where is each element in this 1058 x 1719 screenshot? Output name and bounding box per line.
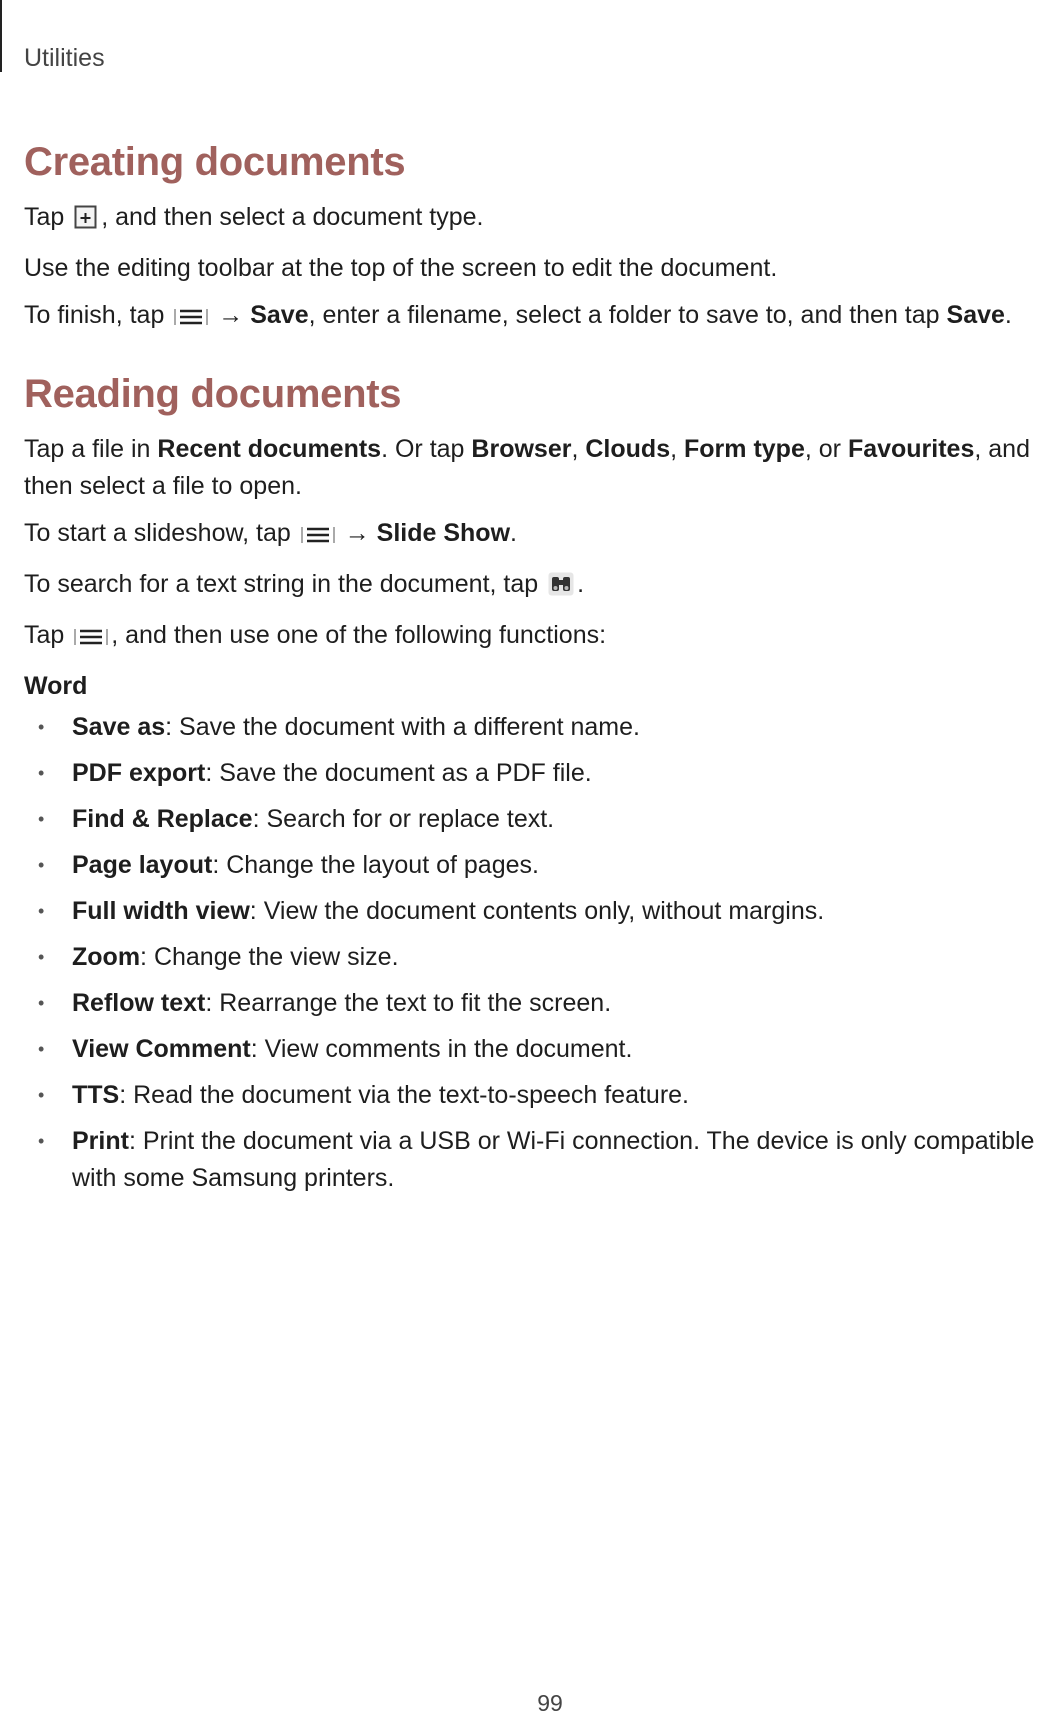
bullet: • — [38, 809, 45, 829]
subheading-word: Word — [24, 672, 88, 700]
bullet: • — [38, 901, 45, 921]
new-document-icon — [74, 203, 98, 240]
paragraph-functions: Tap , and then use one of the following functions: — [24, 617, 1036, 658]
list-item: • Reflow text: Rearrange the text to fit the screen. — [24, 985, 1036, 1022]
list-item: • PDF export: Save the document as a PDF file. — [24, 755, 1036, 792]
paragraph-tap-new: Tap , and then select a document type. — [24, 199, 1036, 240]
bullet: • — [38, 1039, 45, 1059]
bullet: • — [38, 763, 45, 783]
paragraph-finish-save: To finish, tap → Save, enter a filename, select a folder to save to, and then tap Save. — [24, 297, 1036, 338]
menu-icon — [174, 301, 208, 338]
list-item: • Find & Replace: Search for or replace text. — [24, 801, 1036, 838]
running-head: Utilities — [24, 44, 105, 72]
list-item: • Save as: Save the document with a different name. — [24, 709, 1036, 746]
page-content — [24, 140, 1036, 1206]
paragraph-search: To search for a text string in the document, tap . — [24, 566, 1036, 607]
page-number: 99 — [537, 1690, 563, 1716]
list-item: • Full width view: View the document contents only, without margins. — [24, 893, 1036, 930]
bullet: • — [38, 1131, 45, 1151]
bullet: • — [38, 717, 45, 737]
list-item: • TTS: Read the document via the text-to-speech feature. — [24, 1077, 1036, 1114]
bullet: • — [38, 993, 45, 1013]
list-item: • View Comment: View comments in the document. — [24, 1031, 1036, 1068]
heading-creating-documents: Creating documents — [24, 140, 406, 184]
bullet: • — [38, 1085, 45, 1105]
list-item: • Print: Print the document via a USB or Wi-Fi connection. The device is only compatible with some Samsung printers. — [24, 1123, 1036, 1197]
heading-reading-documents: Reading documents — [24, 372, 402, 416]
list-item: • Page layout: Change the layout of pages. — [24, 847, 1036, 884]
word-function-list — [24, 709, 1036, 1197]
paragraph-slideshow: To start a slideshow, tap → Slide Show. — [24, 515, 1036, 556]
margin-rule — [0, 0, 2, 72]
binoculars-icon — [548, 570, 574, 607]
paragraph-tap-file: Tap a file in Recent documents. Or tap Browser, Clouds, Form type, or Favourites, and then select a file to open. — [24, 435, 1030, 500]
list-item: • Zoom: Change the view size. — [24, 939, 1036, 976]
paragraph-editing-toolbar: Use the editing toolbar at the top of the screen to edit the document. — [24, 254, 778, 282]
bullet: • — [38, 855, 45, 875]
menu-icon — [74, 621, 108, 658]
bullet: • — [38, 947, 45, 967]
menu-icon — [301, 519, 335, 556]
